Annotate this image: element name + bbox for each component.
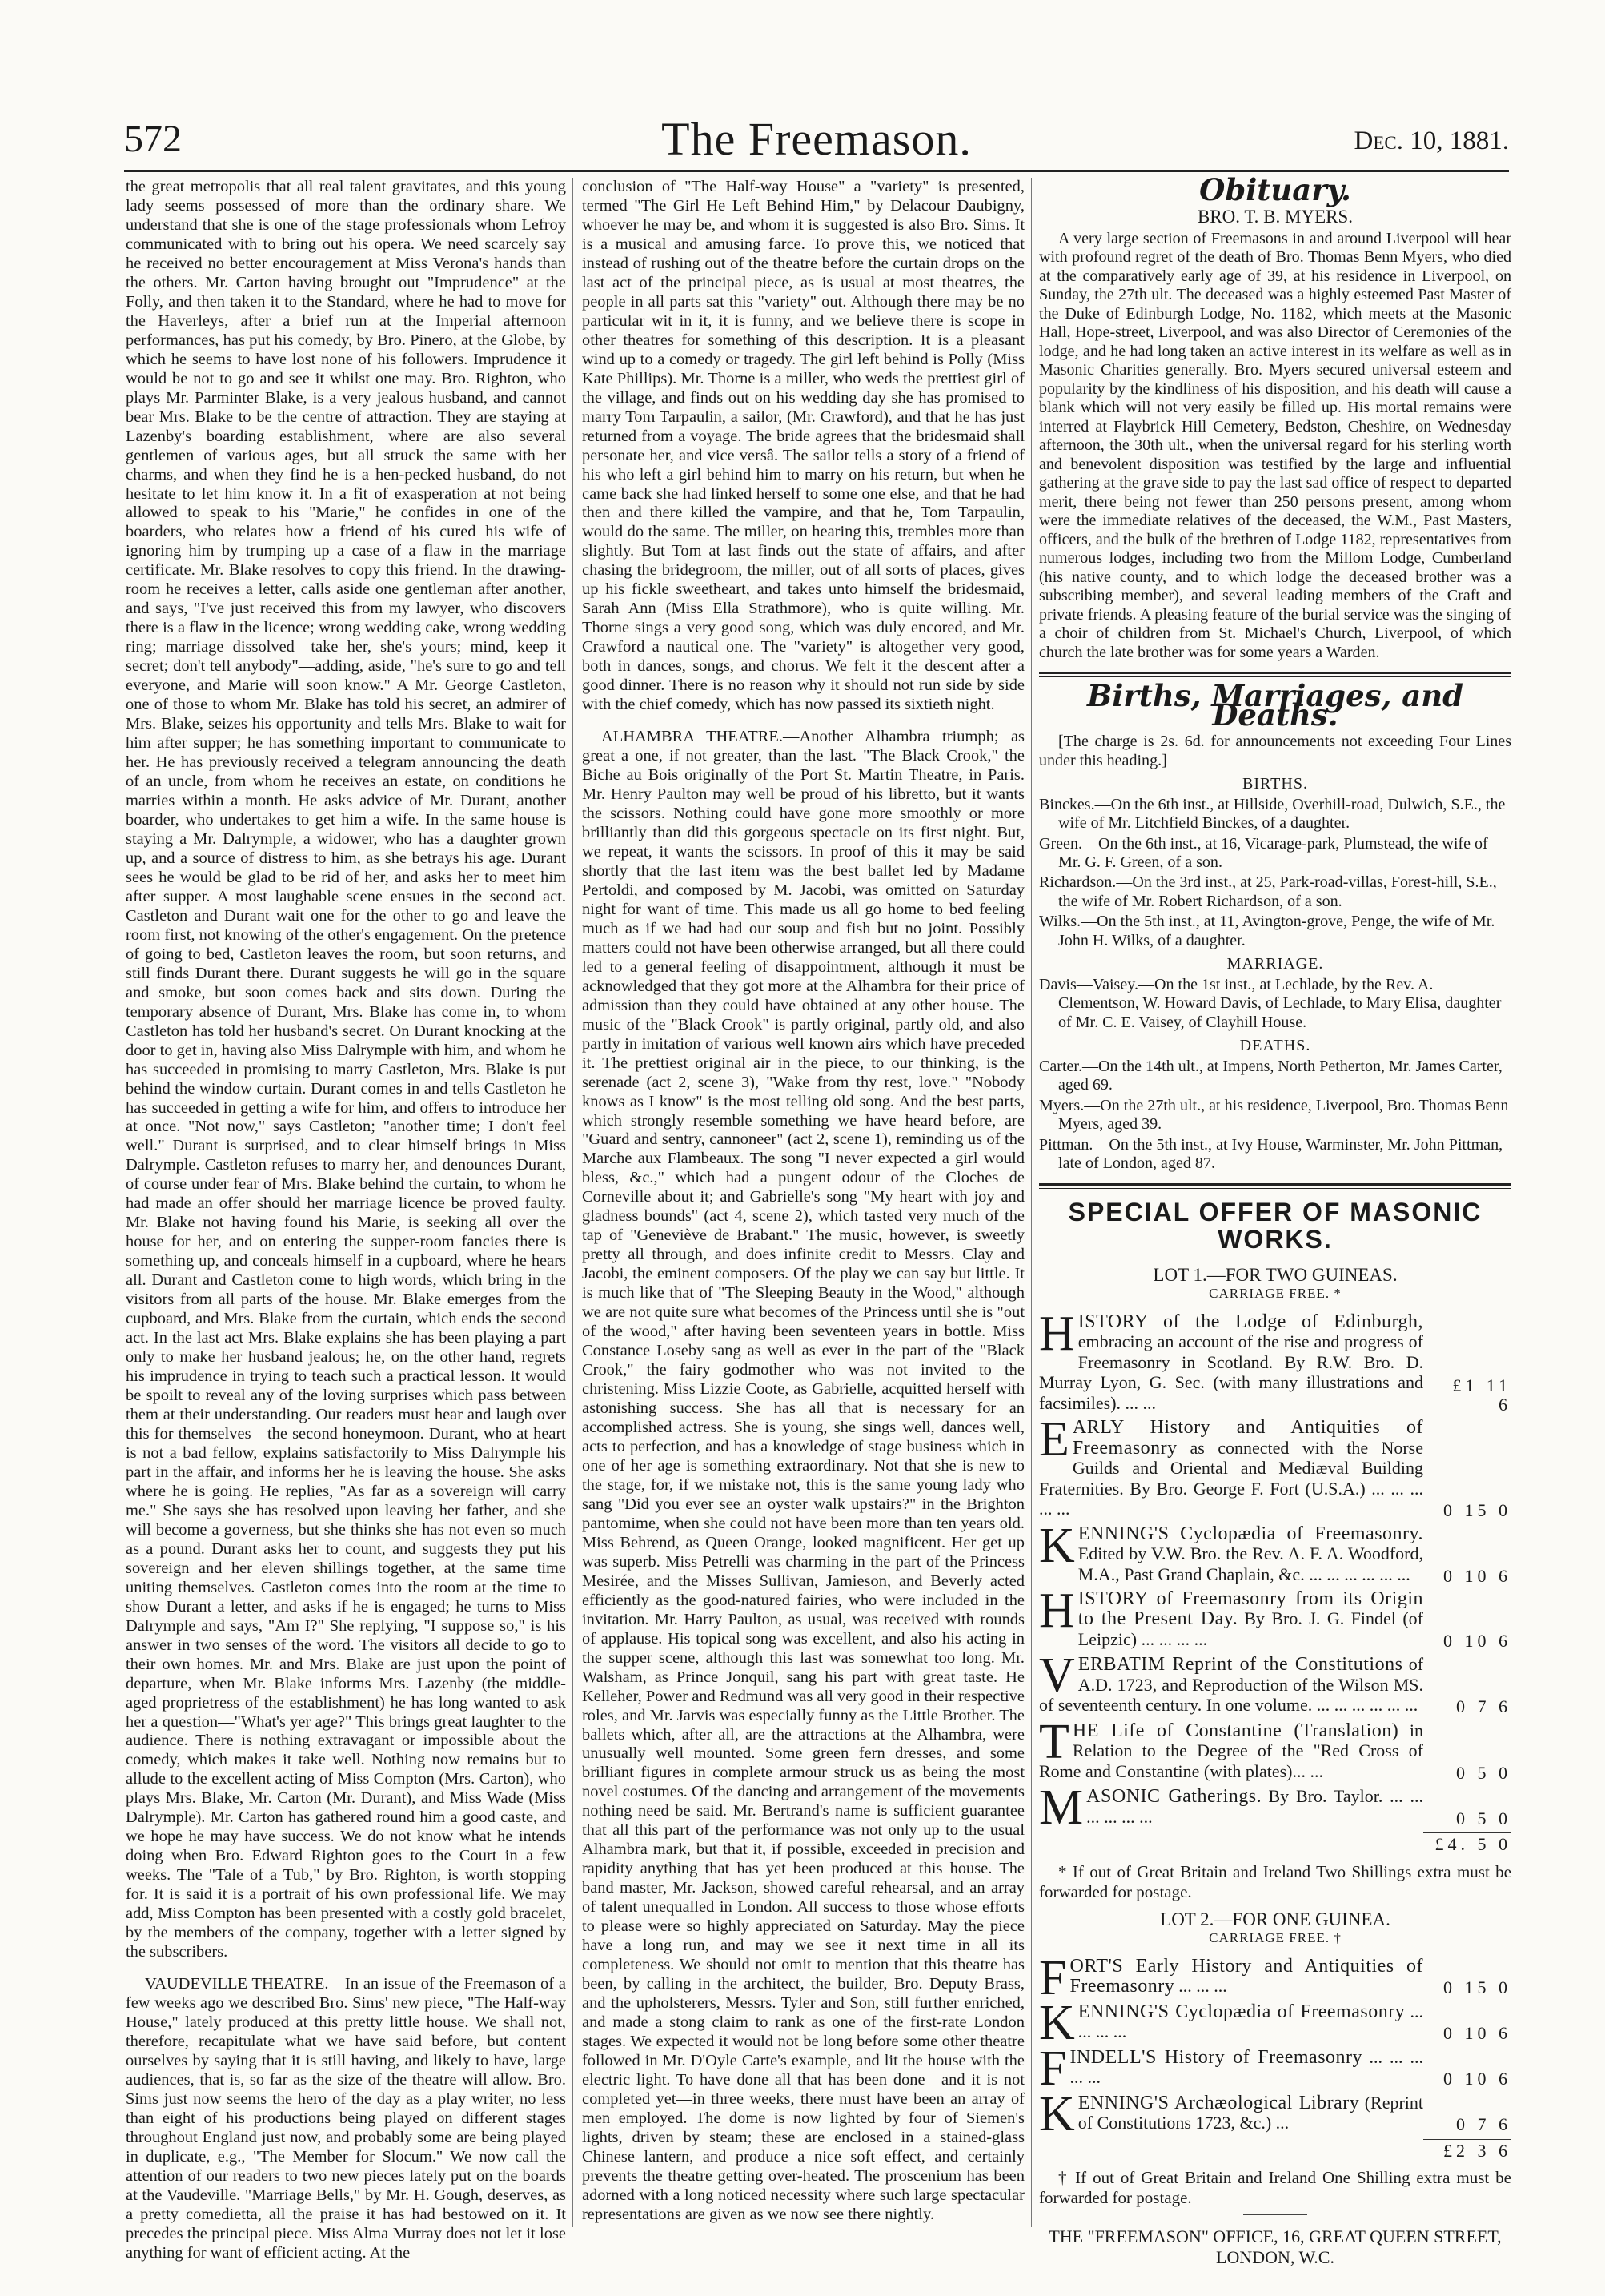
drop-cap: K bbox=[1039, 2086, 1075, 2141]
births-list bbox=[1039, 796, 1511, 951]
drop-cap: H bbox=[1039, 1306, 1075, 1361]
book-title: ENNING'S Archæological Library bbox=[1077, 2092, 1360, 2113]
death-entry: Pittman.—On the 5th inst., at Ivy House, Warminster, Mr. John Pittman, late of London, aged 87. bbox=[1039, 1135, 1503, 1173]
marriages-list bbox=[1039, 976, 1511, 1032]
book-description: as connected with the Norse Guilds and Oriental and Mediæval Building Fraternities. By Bro. George F. Fort (U.S.A.) ... ... ... ... ... bbox=[1039, 1437, 1423, 1519]
book-title: ARLY History and Antiquities of Freemasonry bbox=[1072, 1417, 1423, 1459]
book-description: By Bro. Taylor. ... ... ... ... ... ... bbox=[1086, 1786, 1423, 1827]
masthead bbox=[124, 112, 1509, 168]
drop-cap: F bbox=[1039, 2041, 1067, 2096]
short-rule bbox=[1243, 2214, 1307, 2215]
book-listing bbox=[1039, 1714, 1511, 1783]
book-title: ORT'S Early History and Antiquities of Freemasonry bbox=[1069, 1955, 1423, 1997]
half-way-house-paragraph: conclusion of "The Half-way House" a "variety" is presented, termed "The Girl He Left Behind Him," by Delacour Daubigny, whoever he may be, and whom it is suggested is also Bro. Sims. It is a musical and amusing farce. To prove this, we noticed that instead of rushing out of the theatre before the curtain drops on the last act of the principal piece, as is usual at most theatres, the people in all parts sat this "variety" out. Although there may be no particular wit in it, it is funny, and we believe there is scope in other theatres for something of this description. It is a pleasant wind up to a comedy or tragedy. The girl left behind is Polly (Miss Kate Phillips). Mr. Thorne is a miller, who weds the prettiest girl of the village, and finds out on his wedding day she has promised to marry Tom Tarpaulin, a sailor, (Mr. Crawford), and that he has just returned from a voyage. The bride agrees that the bridesmaid shall personate her, and vice versâ. The sailor tells a story of a friend of his who left a girl behind him to marry on his return, but when he came back she had linked herself to some one else, and that he had then and there killed the vampire, and that he, Tom Tarpaulin, would do the same. The miller, on hearing this, trembles more than slightly. But Tom at last finds out the state of affairs, and after chasing the bridegroom, the miller, out of all sorts of places, gives up his fickle sweetheart, and takes unto himself the bridesmaid, Sarah Ann (Miss Ella Strathmore), who is quite willing. Mr. Thorne sings a very good song, which was duly encored, and Mr. Crawford a nautical one. The "variety" is altogether very good, both in dances, songs, and chorus. We felt it the descent after a good dinner. There is no reason why it should not run side by side with the chief comedy, which has now passed its sixtieth night. bbox=[582, 178, 1025, 714]
page-number: 572 bbox=[124, 118, 182, 160]
obituary-text: A very large section of Freemasons in and around Liverpool will hear with profound regret of the death of Bro. Thomas Benn Myers, who died at the comparatively early age of 39, at his residence in Liverpool, on Sunday, the 27th ult. The deceased was a highly esteemed Past Master of the Duke of Edinburgh Lodge, No. 1182, which meets at the Masonic Hall, Hope-street, Liverpool, and was also Director of Ceremonies of the lodge, and he had long taken an active interest in its welfare as well as in Masonic Charities generally. Bro. Myers secured universal esteem and popularity by the kindliness of his disposition, and his death will cause a blank which will not very easily be filled up. His mortal remains were interred at Flaybrick Hill Cemetery, Bedston, Cheshire, on Wednesday afternoon, the 30th ult., when the universal regard for his sterling worth and benevolent disposition was testified by the large and influential gathering at the grave side to pay the last sad office of respect to departed merit, there being not fewer than 250 persons present, among whom were the immediate relatives of the deceased, the W.M., Past Masters, officers, and the bulk of the brethren of Lodge 1182, representatives from numerous lodges, including two from the Millom Lodge, Cumberland (his native county, and to which lodge the deceased brother was a subscribing member), and several leading members of the Craft and private friends. A pleasing feature of the burial service was the singing of a choir of children from St. Michael's Church, Liverpool, of which church the late brother was for some years a Warden. bbox=[1039, 229, 1511, 661]
lot-one-carriage: CARRIAGE FREE. * bbox=[1209, 1286, 1342, 1302]
lot-one-total: £4. 5 0 bbox=[1423, 1832, 1511, 1853]
bmd-heading: Births, Marriages, and Deaths. bbox=[1086, 678, 1464, 733]
lot-two-items bbox=[1039, 1950, 1511, 2141]
lot-two-carriage: CARRIAGE FREE. † bbox=[1209, 1930, 1342, 1946]
drop-cap: V bbox=[1039, 1648, 1075, 1704]
column-three bbox=[1039, 172, 1511, 2268]
book-description: in Relation to the Degree of the "Red Cross of Rome and Constantine (with plates)... ... bbox=[1039, 1720, 1424, 1781]
drop-cap: E bbox=[1039, 1412, 1069, 1467]
book-price: 0 15 0 bbox=[1443, 1500, 1511, 1521]
book-listing bbox=[1039, 1584, 1511, 1651]
book-title: ISTORY of the Lodge of Edinburgh, bbox=[1077, 1311, 1423, 1332]
book-price: 0 7 6 bbox=[1456, 1696, 1511, 1717]
book-title: INDELL'S History of Freemasonry bbox=[1069, 2046, 1363, 2068]
book-title: ISTORY of Freemasonry from its Origin to the Present Day. bbox=[1077, 1588, 1423, 1630]
book-listing bbox=[1039, 1780, 1511, 1836]
book-description: By Bro. J. G. Findel (of Leipzic) ... ... ... ... bbox=[1077, 1608, 1424, 1649]
theatre-review-paragraph: the great metropolis that all real talent gravitates, and this young lady seems possessed of more than the ordinary share. We understand that she is one of the stage professionals whom Lefroy communicated with to bring out his opera. We need scarcely say he received no better encouragement at Miss Verona's hands than the others. Mr. Carton having brought out "Imprudence" at the Folly, and then taken it to the Standard, where he had to move for the Haverleys, after a brief run at the Imperial afternoon performances, has put his comedy, by Bro. Pinero, at the Globe, by which he seems to have lost none of his followers. Imprudence it would be not to go and see it whilst one may. Bro. Righton, who plays Mr. Parminter Blake, is a very jealous husband, and cannot bear Mrs. Blake to be the centre of attraction. They are staying at Lazenby's boarding establishment, where are also several gentlemen of various ages, but all struck the same with her charms, and when they find he is a hen-pecked husband, do not hesitate to let him know it. In a fit of exasperation at not being allowed to speak to his "Marie," he confides in one of the boarders, who relates how a friend of his cured his wife of ignoring him by trumping up a case of a flaw in the marriage certificate. Mr. Blake resolves to copy this friend. In the drawing-room he receives a letter, calls aside one gentleman after another, and says, "I've just received this from my lawyer, who discovers there is a flaw in the licence; wrong wedding cake, wrong wedding ring; marriage dissolved—take her, she's yours; mind, keep it secret; don't tell anybody"—adding, aside, "he's sure to go and tell everyone, and Marie will soon know." A Mr. George Castleton, one of those to whom Mr. Blake has told his secret, an admirer of Mrs. Blake, seizes his opportunity and tells Mrs. Blake to wait for him after supper; he has something important to communicate to her. He has previously received a telegram announcing the death of an uncle, from whom he receives an estate, on conditions he marries within a month. He asks advice of Mr. Durant, another boarder, who undertakes to get him a wife. In the same house is staying a Mr. Dalrymple, a widower, who has a daughter grown up, and a source of distress to him, as she betrays his age. Durant sees he would be glad to be rid of her, and asks her to meet him after supper. A most laughable scene ensues in the second act. Castleton and Durant wait one for the other to go and leave the room first, not knowing of the other's engagement. On the pretence of going to bed, Castleton leaves the room, but soon returns, and still finds Durant there. Durant suggests he will go in the square and smoke, but soon comes back and sits down. During the temporary absence of Durant, Mrs. Blake has come in, to whom Castleton has told her husband's secret. On Durant knocking at the door to get in, having also Miss Dalrymple with him, and whom he has succeeded in promising to marry Castleton, Mrs. Blake is put behind the window curtain. Durant comes in and tells Castleton he has succeeded in getting a wife for him, and offers to introduce her at once. "Not now," says Castleton; "another time; I don't feel well." Durant is surprised, and to clear himself brings in Miss Dalrymple. Castleton refuses to marry her, and denounces Durant, of course under fear of Mrs. Blake behind the curtain, to whom he had made an offer should her marriage licence be proved faulty. Mr. Blake not having found his Marie, is seeking all over the house for her, and on entering the supper-room fancies there is something up, and conceals himself in a cupboard, where he hears all. Durant and Castleton come to high words, which bring in the visitors from all parts of the house. Mr. Blake emerges from the cupboard, and Mrs. Blake from the curtain, which ends the second act. In the last act Mrs. Blake explains she has been playing a part only to make her husband jealous; he, on the other hand, regrets his imprudence in trying to teach such a practical lesson. It would be spoilt to reveal any of the loving surprises which pass between them at their understanding. Our readers must hear and laugh over this for themselves—the second honeymoon. Durant, who at heart is not a bad fellow, explains satisfactorily to Miss Dalrymple his part in the affair, and informs her he is leaving the house. She asks where he is going. He replies, "As far as a sovereign will carry me." She says she has resolved upon leaving her father, and she will become a governess, but she thinks she has not even so much as a pound. Durant asks her to count, and suggests they put his sovereign and her eleven shillings together, at the same time uniting themselves. Castleton comes into the room at the time to show Durant a letter, and asks if he is engaged; he turns to Miss Dalrymple and says, "Am I?" She replying, "I suppose so," is his answer in two senses of the word. The visitors all decide to go to their own homes. Mr. and Mrs. Blake are just upon the point of departure, when Mr. Blake informs Mrs. Lazenby (the middle-aged proprietress of the establishment) he has long wanted to ask her a question—"What's yer age?" This brings great laughter to the audience. There is nothing extravagant or impossible about the comedy, which makes it take well. Nothing now remains but to allude to the excellent acting of Miss Compton (Mrs. Carton), who plays Mrs. Blake, Mr. Carton (Mr. Durant), and Miss Wade (Miss Dalrymple). Mr. Carton has gathered round him a good caste, and we hope he may have success. We do not know what he intends doing when Bro. Edward Righton goes to the Court in a few weeks. The "Tale of a Tub," by Bro. Righton, is worth stopping for. It is said it is a portrait of his own professional life. We may add, Miss Compton has been presented with a costly gold bracelet, by the members of the company, together with a letter signed by the subscribers. bbox=[126, 178, 566, 1961]
death-entry: Carter.—On the 14th ult., at Impens, North Petherton, Mr. James Carter, aged 69. bbox=[1039, 1057, 1503, 1094]
book-description: ... ... ... ... ... bbox=[1069, 2046, 1423, 2088]
book-listing bbox=[1039, 2041, 1511, 2096]
birth-entry: Wilks.—On the 5th inst., at 11, Avington-grove, Penge, the wife of Mr. John H. Wilks, of a daughter. bbox=[1039, 913, 1495, 949]
deaths-heading: DEATHS. bbox=[1239, 1037, 1311, 1055]
obituary-name: BRO. T. B. MYERS. bbox=[1197, 207, 1354, 227]
book-title: ASONIC Gatherings. bbox=[1086, 1786, 1262, 1808]
bmd-notice: [The charge is 2s. 6d. for announcements not exceeding Four Lines under this heading.] bbox=[1039, 733, 1511, 769]
book-title: ENNING'S Cyclopædia of Freemasonry bbox=[1077, 2001, 1406, 2022]
book-description: of A.D. 1723, and Reproduction of the Wilson MS. of seventeenth century. In one volume. ... ... ... ... ... ... bbox=[1039, 1654, 1424, 1716]
book-description: ... ... ... ... bbox=[1077, 2001, 1423, 2042]
book-price: £1 11 6 bbox=[1452, 1375, 1511, 1415]
death-entry: Myers.—On the 27th ult., at his residence, Liverpool, Bro. Thomas Benn Myers, aged 39. bbox=[1039, 1096, 1509, 1134]
book-listing bbox=[1039, 1518, 1511, 1586]
book-description: ... ... ... bbox=[1178, 1976, 1227, 1997]
obituary-heading: Obituary. bbox=[1199, 172, 1351, 207]
book-title: HE Life of Constantine (Translation) bbox=[1072, 1720, 1399, 1741]
drop-cap: F bbox=[1039, 1950, 1067, 2005]
book-price: 0 5 0 bbox=[1456, 1762, 1511, 1783]
book-price: 0 7 6 bbox=[1456, 2114, 1511, 2135]
column-two bbox=[582, 178, 1025, 2225]
book-listing bbox=[1039, 1306, 1511, 1415]
section-rule bbox=[1039, 672, 1511, 677]
lot-one-footnote: * If out of Great Britain and Ireland Two Shillings extra must be forwarded for postage. bbox=[1039, 1861, 1511, 1901]
birth-entry: Richardson.—On the 3rd inst., at 25, Park-road-villas, Forest-hill, S.E., the wife of Mr. Robert Richardson, of a son. bbox=[1039, 873, 1497, 910]
birth-entry: Binckes.—On the 6th inst., at Hillside, Overhill-road, Dulwich, S.E., the wife of Mr. Litchfield Binckes, of a daughter. bbox=[1039, 795, 1506, 833]
issue-date: Dec. 10, 1881. bbox=[1354, 126, 1509, 155]
newspaper-title: The Freemason. bbox=[661, 113, 972, 165]
book-description: embracing an account of the rise and progress of Freemasonry in Scotland. By R.W. Bro. D. Murray Lyon, G. Sec. (with many illustrations and facsimiles). ... ... bbox=[1039, 1331, 1423, 1413]
drop-cap: H bbox=[1039, 1584, 1075, 1638]
book-listing bbox=[1039, 1995, 1511, 2050]
birth-entry: Green.—On the 6th inst., at 16, Vicarage-park, Plumstead, the wife of Mr. G. F. Green, of a son. bbox=[1039, 834, 1488, 871]
alhambra-paragraph: ALHAMBRA THEATRE.—Another Alhambra triumph; as great a one, if not greater, than the last. "The Black Crook," the Biche au Bois originally of the Port St. Martin Theatre, in Paris. Mr. Henry Paulton may well be proud of his libretto, but it wants the scissors. Nothing could have gone more smoothly or more brilliantly than did this gorgeous spectacle on its first night. But, we repeat, it wants the scissors. In proof of this it may be said shortly that the last item was the best ballet led by Madame Pertoldi, and composed by M. Jacobi, was omitted on Saturday night for want of time. This made us all go home to bed feeling much as if we had had our soup and fish but no joint. Possibly matters could not have been otherwise arranged, but all there could led to a general feeling of disappointment, although it must be acknowledged that they got more at the Alhambra for their price of admission than they could have obtained at any other house. The music of the "Black Crook" is partly original, partly old, and also partly in imitation of various well known airs which have preceded it. The prettiest original air in the piece, to our thinking, is the serenade (act 2, scene 3), "Wake from thy rest, love." "Nobody knows as I know" is the most telling old song. And the best parts, which strongly resemble something we have heard before, are "Guard and sentry, cannoneer" (act 2, scene 1), reminding us of the Marche aux Flambeaux. The song "I never expected a girl would bless, &c.," which had a pungent odour of the Cloches de Corneville about it; and Gabrielle's song "My heart with joy and gladness bounds" (act 4, scene 2), which tasted very much of the tap of "Geneviève de Brabant." The music, however, is sweetly pretty all through, and does infinite credit to Messrs. Clay and Jacobi, the eminent composers. Of the play we can say but little. It is much like that of "The Sleeping Beauty in the Wood," although we are not quite sure what becomes of the Princess until she is "out of the wood," after having been seventeen years in bottle. Miss Constance Loseby sang as well as ever in the part of the "Black Crook," the fairy godmother who was not invited to the christening. Miss Lizzie Coote, as Gabrielle, acquitted herself with astonishing success. She has all that is necessary for an accomplished actress. She is young, she sings well, dances well, acts to perfection, and has a knowledge of stage business which in one of her age is something extraordinary. Not that she is new to the stage, for, if we mistake not, this is the same young lady who sang "Did you ever see an oyster walk upstairs?" in the Brighton pantomime, when she could not have been more than ten years old. Miss Behrend, as Queen Orange, looked magnificent. Her get up was superb. Miss Petrelli was charming in the part of the Princess Mesirée, and the Misses Sullivan, Jamieson, and Beverly acted efficiently as the good-natured fairies, who were included in the invitation. Mr. Harry Paulton, as usual, was received with rounds of applause. His topical song was excellent, and also his acting in the supper scene, although this last was somewhat too long. Mr. Walsham, as Prince Jonquil, sang his part with great taste. He Kelleher, Power and Redmund was all very good in their respective roles, and Mr. Jarvis was especially funny as the Little Brother. The ballets which, after all, are the attractions at the Alhambra, were unusually well mounted. Some green fern dresses, and some brilliant figures in complete armour struck us as being the most novel costumes. Of the dancing and arrangement of the movements nothing need be said. Mr. Bertrand's name is sufficient guarantee that all this part of the performance was not only up to the usual Alhambra mark, but that it, if possible, exceeded in precision and rapidity anything that has yet been produced at this house. The band master, Mr. Jackson, showed careful rehearsal, and an array of talent unequalled in London. All success to those whose efforts to please were so highly appreciated on Saturday. May the piece have a long run, and may we see it next time in all its completeness. We should not omit to mention that this theatre has been, by calling in the architect, the builder, Bro. Deputy Brass, and the upholsterers, Messrs. Tyler and Son, still further enriched, and made a stong claim to rank as one of the first-rate London stages. We expected it would not be long before some other theatre followed in Mr. D'Oyle Carte's example, and lit the house with the electric light. To have done all that has been done—and it is not completed yet—in three weeks, there must have been an array of men employed. The dome is now lighted by four of Siemen's lights, driven by steam; these are enclosed in a stained-glass Chinese lantern, and produce a nice soft effect, and certainly prevents the theatre getting over-heated. The proscenium has been adorned with a long noticed necessity where such large spectacular representations are given as we now see there nightly. bbox=[582, 728, 1025, 2223]
book-price: 0 10 6 bbox=[1443, 2069, 1511, 2089]
section-rule bbox=[1039, 1183, 1511, 1189]
drop-cap: M bbox=[1039, 1780, 1084, 1836]
book-price: 0 10 6 bbox=[1443, 1565, 1511, 1586]
births-heading: BIRTHS. bbox=[1242, 775, 1308, 793]
book-title: ERBATIM Reprint of the Constitutions bbox=[1077, 1654, 1403, 1676]
lot-two-total: £2 3 6 bbox=[1423, 2139, 1511, 2160]
marriage-heading: MARRIAGE. bbox=[1226, 955, 1324, 973]
book-listing bbox=[1039, 1950, 1511, 2005]
book-price: 0 10 6 bbox=[1443, 2023, 1511, 2044]
drop-cap: K bbox=[1039, 1995, 1075, 2050]
drop-cap: K bbox=[1039, 1518, 1075, 1573]
vaudeville-paragraph: VAUDEVILLE THEATRE.—In an issue of the Freemason of a few weeks ago we described Bro. Sims' new piece, "The Half-way House," lately produced at this pretty little house. We shall not, therefore, recapitulate what we have said before, but content ourselves by saying that it is still having, and likely to have, large audiences, that is, so far as the size of the theatre will allow. Bro. Sims just now seems the hero of the day as a play writer, no less than eight of his productions being played on different stages throughout England just now, and probably some are being played in duplicate, e.g., "The Member for Slocum." We now call the attention of our readers to two new pieces lately put on the boards at the Vaudeville. "Marriage Bells," by Mr. H. Gough, deserves, as a pretty comedietta, all the praise it has had bestowed on it. It precedes the principal piece. Miss Alma Murray does not let it lose anything for want of efficient acting. At the bbox=[126, 1975, 566, 2262]
column-one bbox=[126, 178, 566, 2263]
book-listing bbox=[1039, 1412, 1511, 1521]
book-listing bbox=[1039, 1648, 1511, 1717]
drop-cap: T bbox=[1039, 1714, 1069, 1769]
marriage-entry: Davis—Vaisey.—On the 1st inst., at Lechlade, by the Rev. A. Clementson, W. Howard Davis, of Lechlade, to Mary Elisa, daughter of Mr. C. E. Vaisey, of Clayhill House. bbox=[1039, 975, 1502, 1031]
lot-two-footnote: † If out of Great Britain and Ireland One Shilling extra must be forwarded for postage. bbox=[1039, 2168, 1511, 2208]
book-title: ENNING'S Cyclopædia of Freemasonry. bbox=[1077, 1523, 1423, 1544]
book-description: (Reprint of Constitutions 1723, &c.) ... bbox=[1077, 2092, 1424, 2133]
office-address: THE "FREEMASON" OFFICE, 16, GREAT QUEEN STREET, LONDON, W.C. bbox=[1049, 2226, 1502, 2268]
deaths-list bbox=[1039, 1058, 1511, 1174]
special-offer-heading: SPECIAL OFFER OF MASONIC WORKS. bbox=[1068, 1197, 1483, 1254]
column-divider bbox=[1031, 178, 1032, 2227]
column-divider bbox=[572, 178, 573, 2227]
lot-one-items bbox=[1039, 1306, 1511, 1836]
book-price: 0 5 0 bbox=[1456, 1808, 1511, 1828]
book-description: Edited by V.W. Bro. the Rev. A. F. A. Woodford, M.A., Past Grand Chaplain, &c. ... ... ... ... ... ... bbox=[1077, 1543, 1423, 1584]
lot-one-heading: LOT 1.—FOR TWO GUINEAS. bbox=[1153, 1264, 1398, 1285]
book-price: 0 10 6 bbox=[1443, 1630, 1511, 1651]
book-price: 0 15 0 bbox=[1443, 1977, 1511, 1998]
lot-two-heading: LOT 2.—FOR ONE GUINEA. bbox=[1160, 1909, 1390, 1929]
book-listing bbox=[1039, 2086, 1511, 2141]
